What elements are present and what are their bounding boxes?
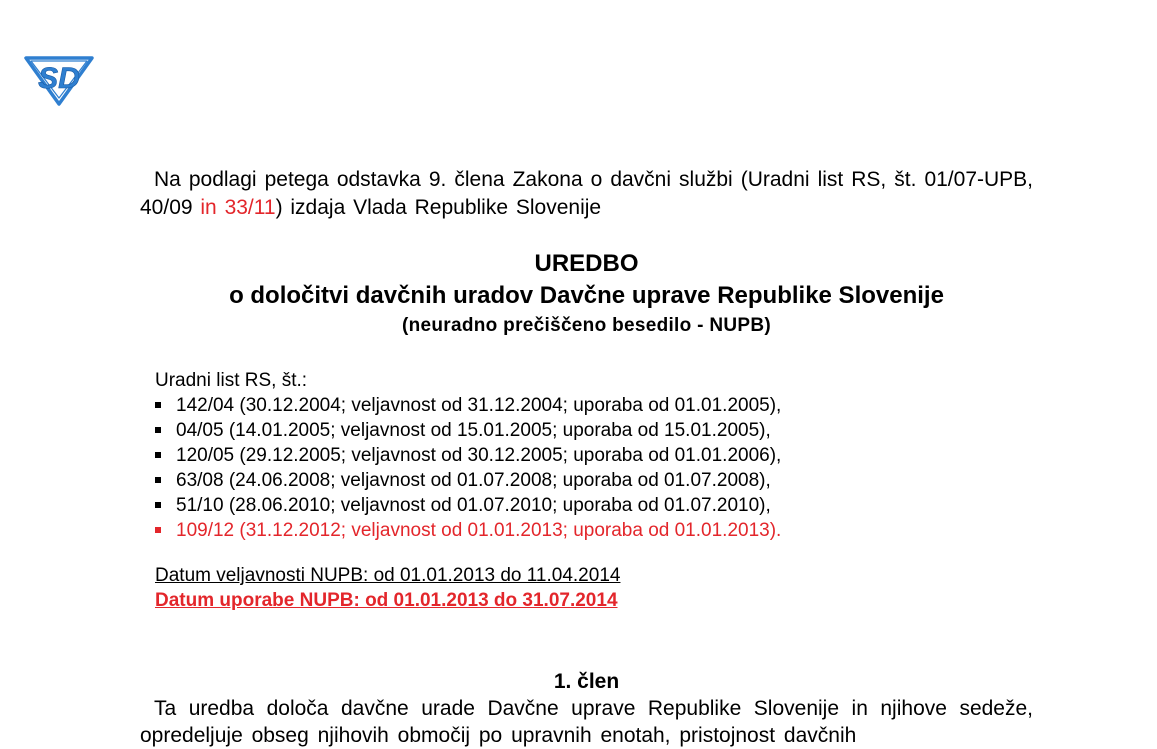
gazette-item: 04/05 (14.01.2005; veljavnost od 15.01.2005; uporaba od 15.01.2005), [155,418,1035,443]
document-note: (neuradno prečiščeno besedilo - NUPB) [402,315,771,336]
gazette-item: 142/04 (30.12.2004; veljavnost od 31.12.2004; uporaba od 01.01.2005), [155,393,1035,418]
bullet-icon [155,402,161,408]
gazette-item: 63/08 (24.06.2008; veljavnost od 01.07.2008; uporaba od 01.07.2008), [155,468,1035,493]
gazette-item: 120/05 (29.12.2005; veljavnost od 30.12.2005; uporaba od 01.01.2006), [155,443,1035,468]
application-date: Datum uporabe NUPB: od 01.01.2013 do 31.07.2014 [155,590,618,611]
validity-date: Datum veljavnosti NUPB: od 01.01.2013 do 11.04.2014 [155,565,621,586]
gazette-list [155,368,1035,543]
intro-paragraph [140,166,1033,222]
bullet-icon [155,427,161,433]
sd-shield-logo [22,48,96,106]
document-title: UREDBO [534,250,639,277]
bullet-icon [155,452,161,458]
intro-amendment: in 33/11 [200,196,276,219]
bullet-icon [155,527,161,533]
gazette-item-latest: 109/12 (31.12.2012; veljavnost od 01.01.2013; uporaba od 01.01.2013). [155,518,1035,543]
bullet-icon [155,502,161,508]
logo-text: SD [38,62,80,95]
document-subtitle: o določitvi davčnih uradov Davčne uprave Republike Slovenije [229,282,944,309]
intro-text-1: Na podlagi petega odstavka 9. člena Zakona o davčni službi (Uradni list RS, št. 01/07-UPB, 40/09 [140,168,1033,219]
article-text: Ta uredba določa davčne urade Davčne uprave Republike Slovenije in njihove sedeže, opredeljuje obseg njihovih območij po upravnih enotah, pristojnost davčnih [140,697,1033,747]
article-heading: 1. člen [553,670,620,693]
bullet-icon [155,477,161,483]
gazette-label: Uradni list RS, št.: [155,370,308,391]
gazette-item: 51/10 (28.06.2010; veljavnost od 01.07.2010; uporaba od 01.07.2010), [155,493,1035,518]
intro-text-2: ) izdaja Vlada Republike Slovenije [275,196,602,219]
nupb-dates [155,563,620,613]
